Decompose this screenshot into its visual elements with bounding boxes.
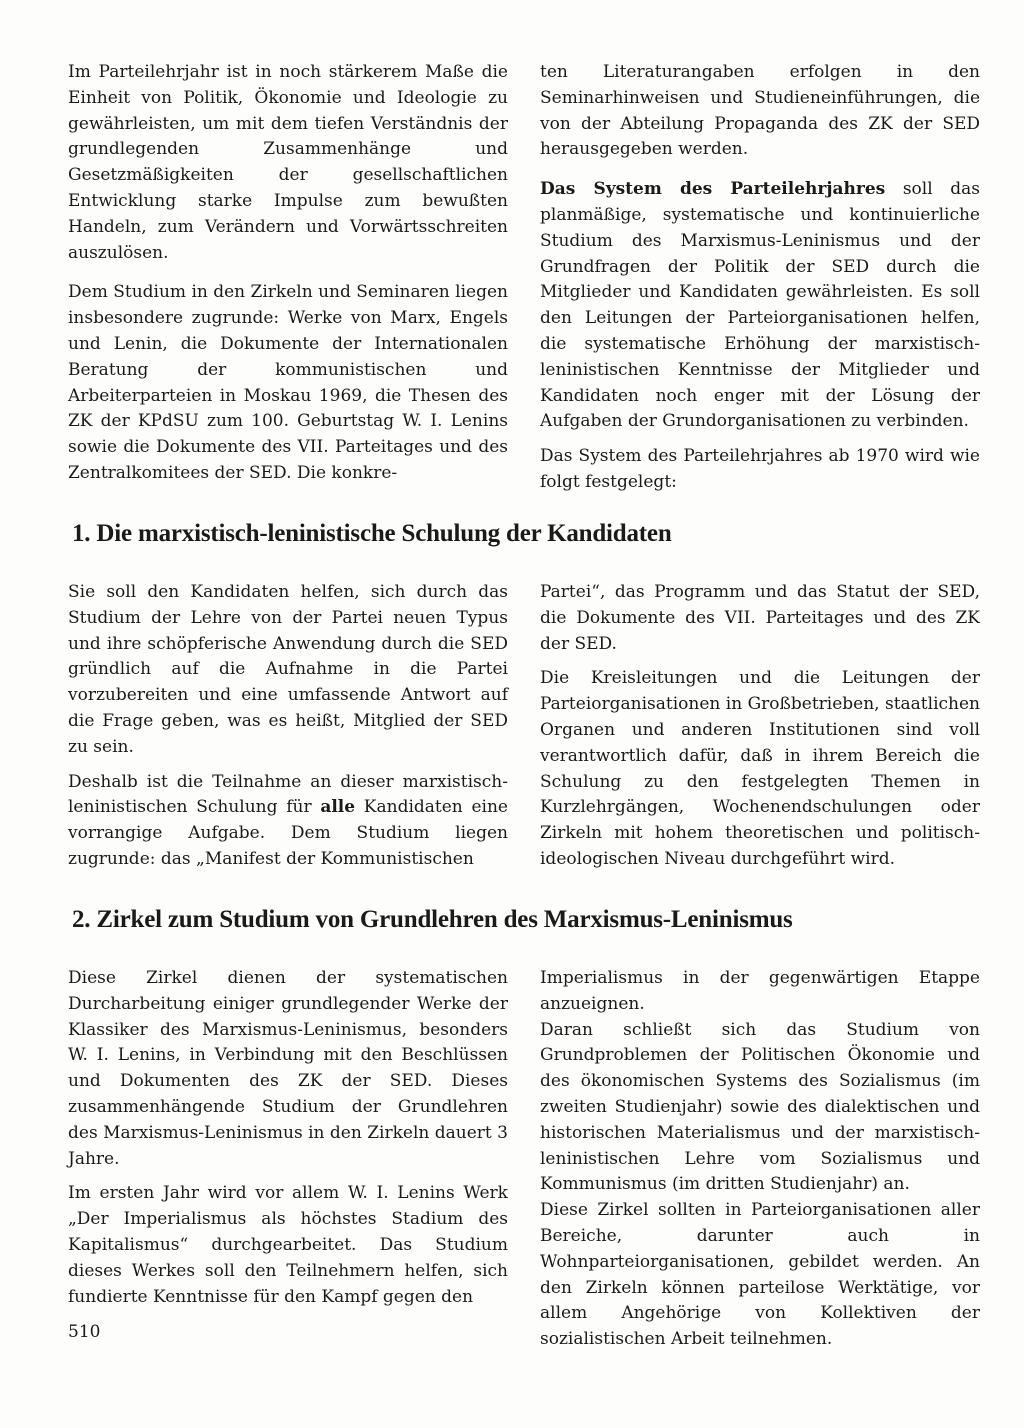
section1-left-column: [68, 580, 508, 882]
paragraph: Partei“, das Programm und das Statut der SED, die Dokumente des VII. Parteitages und des ZK der SED.: [540, 582, 980, 654]
bold-term: alle: [320, 797, 356, 818]
paragraph-text: Deshalb ist die Teilnahme an dieser marxistisch-leninistischen Schulung für: [68, 771, 508, 818]
paragraph: [68, 770, 508, 873]
paragraph: Sie soll den Kandidaten helfen, sich durch das Studium der Lehre von der Partei neuen Typus und ihre schöpferische Anwendung durch die SED gründlich auf die Aufnahme in die Partei vorzubereiten und eine umfassende Antwort auf die Frage geben, was es heißt, Mitglied der SED zu sein.: [68, 582, 508, 757]
paragraph: ten Literaturangaben erfolgen in den Seminarhinweisen und Studieneinführungen, die von der Abteilung Propaganda des ZK der SED herausgegeben werden.: [540, 62, 980, 160]
page-number: 510: [68, 1322, 101, 1342]
paragraph-text: Kandidaten eine vorrangige Aufgabe. Dem Studium liegen zugrunde: das „Manifest der Kommunistischen: [68, 797, 508, 869]
section-heading: 1. Die marxistisch-leninistische Schulung der Kandidaten: [72, 520, 672, 547]
top-right-column: [540, 60, 980, 505]
paragraph: Das System des Parteilehrjahres ab 1970 wird wie folgt festgelegt:: [540, 446, 980, 492]
bold-term: Das System des Parteilehrjahres: [540, 179, 886, 200]
paragraph: Diese Zirkel dienen der systematischen Durcharbeitung einiger grundlegender Werke der Klassiker des Marxismus-Leninismus, besonders W. I. Lenins, in Verbindung mit den Beschlüssen und Dokumenten des ZK der SED. Dieses zusammenhängende Studium der Grundlehren des Marxismus-Leninismus in den Zirkeln dauert 3 Jahre.: [68, 968, 508, 1169]
section1-right-column: [540, 580, 980, 882]
paragraph-text: soll das planmäßige, systematische und kontinuierliche Studium des Marxismus-Leninismus und der Grundfragen der Politik der SED durch die Mitglieder und Kandidaten gewährleisten. Es soll den Leitungen der Parteiorganisationen helfen, die systematische Erhöhung der marxistisch-leninistischen Kenntnisse der Mitglieder und Kandidaten noch enger mit der Lösung der Aufgaben der Grundorganisationen zu verbinden.: [540, 179, 980, 432]
section2-right-column: [540, 966, 980, 1362]
section-heading: 2. Zirkel zum Studium von Grundlehren des Marxismus-Leninismus: [72, 906, 793, 933]
paragraph: Dem Studium in den Zirkeln und Seminaren liegen insbesondere zugrunde: Werke von Marx, Engels und Lenin, die Dokumente der Internationalen Beratung der kommunistischen und Arbeiterparteien in Moskau 1969, die Thesen des ZK der KPdSU zum 100. Geburtstag W. I. Lenins sowie die Dokumente des VII. Parteitages und des Zentralkomitees der SED. Die konkre-: [68, 282, 508, 483]
paragraph: Daran schließt sich das Studium von Grundproblemen der Politischen Ökonomie und des ökonomischen Systems des Sozialismus (im zweiten Studienjahr) sowie des dialektischen und historischen Materialismus und der marxistisch-leninistischen Lehre vom Sozialismus und Kommunismus (im dritten Studienjahr) an.: [540, 1019, 980, 1195]
paragraph: Im Parteilehrjahr ist in noch stärkerem Maße die Einheit von Politik, Ökonomie und Ideologie zu gewährleisten, um mit dem tiefen Verständnis der grundlegenden Zusammenhänge und Gesetzmäßigkeiten der gesellschaftlichen Entwicklung starke Impulse zum bewußten Handeln, zum Verändern und Vorwärtsschreiten auszulösen.: [68, 62, 508, 263]
paragraph: Im ersten Jahr wird vor allem W. I. Lenins Werk „Der Imperialismus als höchstes Stadium des Kapitalismus“ durchgearbeitet. Das Studium dieses Werkes soll den Teilnehmern helfen, sich fundierte Kenntnisse für den Kampf gegen den: [68, 1183, 508, 1307]
paragraph: [540, 177, 980, 435]
top-left-column: [68, 60, 508, 496]
section2-left-column: [68, 966, 508, 1319]
paragraph: Imperialismus in der gegenwärtigen Etappe anzueignen.: [540, 968, 980, 1014]
paragraph: Diese Zirkel sollten in Parteiorganisationen aller Bereiche, darunter auch in Wohnparteiorganisationen, gebildet werden. An den Zirkeln können parteilose Werktätige, vor allem Angehörige von Kollektiven der sozialistischen Arbeit teilnehmen.: [540, 1200, 980, 1350]
paragraph: Die Kreisleitungen und die Leitungen der Parteiorganisationen in Großbetrieben, staatlichen Organen und anderen Institutionen sind voll verantwortlich dafür, daß in ihrem Bereich die Schulung zu den festgelegten Themen in Kurzlehrgängen, Wochenendschulungen oder Zirkeln mit hohem theoretischen und politisch-ideologischen Niveau durchgeführt wird.: [540, 668, 980, 869]
